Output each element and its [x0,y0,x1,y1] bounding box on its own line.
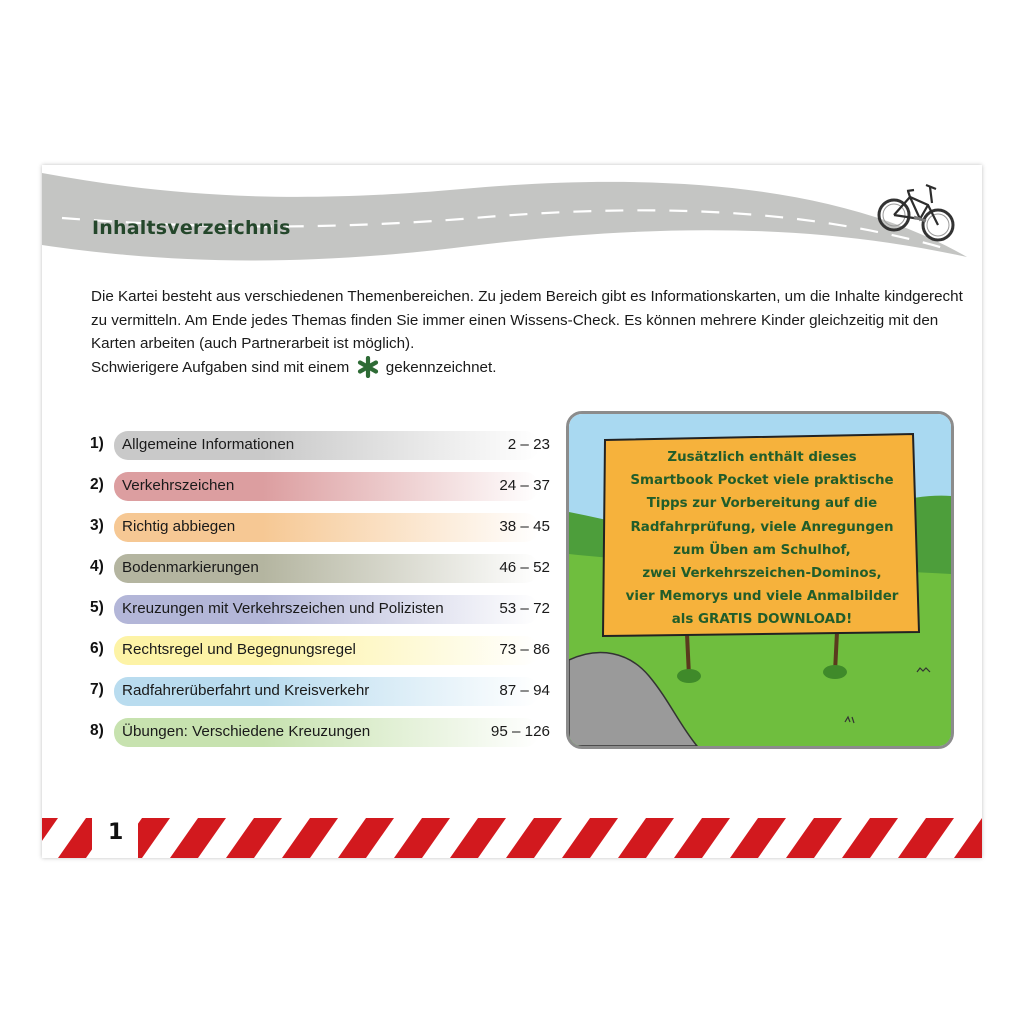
stripe [226,818,282,858]
grass-tuft-left [677,669,701,683]
toc-number: 1) [90,435,104,452]
page-number: 1 [108,820,124,845]
toc-label: Rechtsregel und Begegnungsregel [122,641,356,658]
toc-pages: 73 – 86 [499,641,550,658]
toc-label: Richtig abbiegen [122,518,236,535]
bicycle-icon [874,177,964,245]
sign-line: Smartbook Pocket viele praktische [630,473,894,489]
sign-line: zum Üben am Schulhof, [673,542,851,558]
stripe [618,818,674,858]
stripe [170,818,226,858]
stripe [730,818,786,858]
page-title: Inhaltsverzeichnis [92,217,291,239]
intro-text [91,285,971,379]
toc-row[interactable] [90,716,550,757]
difficulty-note [91,356,971,380]
sign-text [603,446,921,632]
document-page [42,165,982,858]
intro-paragraph: Die Kartei besteht aus verschiedenen Themenbereichen. Zu jedem Bereich gibt es Informationskarten, um die Inhalte kindgerecht zu vermitteln. Am Ende jedes Themas finden Sie immer einen Wissens-Check. Es können mehrere Kinder gleichzeitig mit den Karten arbeiten (auch Partnerarbeit ist möglich). [91,288,963,352]
stripe [842,818,898,858]
asterisk-icon [357,356,379,378]
stripe [394,818,450,858]
stripe [282,818,338,858]
toc-label: Verkehrszeichen [122,477,235,494]
toc-label: Radfahrerüberfahrt und Kreisverkehr [122,682,370,699]
toc-label: Übungen: Verschiedene Kreuzungen [122,723,371,740]
stripe [898,818,954,858]
toc-pages: 87 – 94 [499,682,550,699]
sign-line: Tipps zur Vorbereitung auf die [646,496,878,512]
toc-pages: 46 – 52 [499,559,550,576]
toc-number: 2) [90,476,104,493]
toc-pages: 38 – 45 [499,518,550,535]
stripe [674,818,730,858]
table-of-contents [90,429,550,757]
sign-illustration [566,411,954,749]
toc-label: Bodenmarkierungen [122,559,259,576]
sign-line: vier Memorys und viele Anmalbilder [625,589,899,605]
toc-pages: 2 – 23 [507,436,550,453]
sign-line: Zusätzlich enthält dieses [667,450,857,465]
stripe [450,818,506,858]
toc-label: Allgemeine Informationen [122,436,295,453]
difficulty-before: Schwierigere Aufgaben sind mit einem [91,358,350,376]
toc-row[interactable] [90,675,550,716]
stripe [562,818,618,858]
toc-number: 5) [90,599,104,616]
sign-line: zwei Verkehrszeichen-Dominos, [642,566,882,582]
toc-number: 8) [90,722,104,739]
toc-row[interactable] [90,470,550,511]
toc-row[interactable] [90,511,550,552]
toc-row[interactable] [90,429,550,470]
stripe [506,818,562,858]
toc-number: 4) [90,558,104,575]
toc-number: 7) [90,681,104,698]
toc-row[interactable] [90,552,550,593]
toc-number: 3) [90,517,104,534]
toc-pages: 53 – 72 [499,600,550,617]
stripe [954,818,982,858]
grass-tuft-right [823,665,847,679]
stripe [338,818,394,858]
sign-line: als GRATIS DOWNLOAD! [671,612,853,628]
toc-row[interactable] [90,593,550,634]
toc-number: 6) [90,640,104,657]
stripe [42,818,58,858]
toc-label: Kreuzungen mit Verkehrszeichen und Polizisten [122,600,444,617]
toc-row[interactable] [90,634,550,675]
stripe [786,818,842,858]
toc-pages: 24 – 37 [499,477,550,494]
sign-line: Radfahrprüfung, viele Anregungen [630,519,894,535]
footer-stripes [42,818,982,858]
toc-pages: 95 – 126 [490,723,550,740]
difficulty-after: gekennzeichnet. [385,358,497,376]
